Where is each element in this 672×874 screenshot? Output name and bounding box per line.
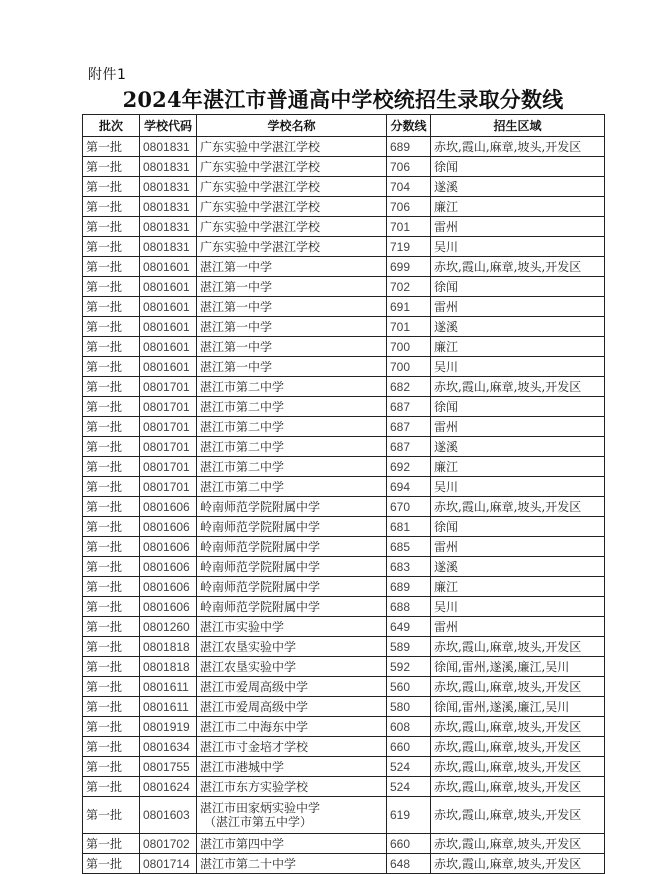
area-cell: 赤坎,霞山,麻章,坡头,开发区	[431, 777, 605, 797]
batch-cell: 第一批	[83, 854, 140, 874]
school-code-cell: 0801606	[140, 557, 197, 577]
school-code-cell: 0801701	[140, 437, 197, 457]
batch-cell: 第一批	[83, 597, 140, 617]
batch-cell: 第一批	[83, 437, 140, 457]
batch-cell: 第一批	[83, 577, 140, 597]
area-cell: 赤坎,霞山,麻章,坡头,开发区	[431, 717, 605, 737]
score-cell: 660	[387, 737, 431, 757]
batch-cell: 第一批	[83, 197, 140, 217]
table-row	[83, 457, 605, 477]
area-cell: 遂溪	[431, 557, 605, 577]
score-cell: 648	[387, 854, 431, 874]
school-name-cell: 岭南师范学院附属中学	[197, 597, 387, 617]
school-code-cell: 0801818	[140, 637, 197, 657]
score-cell: 701	[387, 317, 431, 337]
table-row	[83, 834, 605, 854]
table-row	[83, 757, 605, 777]
school-code-cell: 0801601	[140, 317, 197, 337]
score-cell: 649	[387, 617, 431, 637]
school-name-cell: 湛江市第二中学	[197, 457, 387, 477]
batch-cell: 第一批	[83, 177, 140, 197]
school-code-cell: 0801702	[140, 834, 197, 854]
table-row	[83, 737, 605, 757]
area-cell: 赤坎,霞山,麻章,坡头,开发区	[431, 377, 605, 397]
area-cell: 廉江	[431, 337, 605, 357]
table-row	[83, 517, 605, 537]
table-row	[83, 717, 605, 737]
school-name-cell	[197, 797, 387, 834]
admission-score-table	[82, 114, 605, 874]
score-cell: 660	[387, 834, 431, 854]
table-row	[83, 577, 605, 597]
batch-cell: 第一批	[83, 477, 140, 497]
table-row	[83, 177, 605, 197]
score-cell: 687	[387, 437, 431, 457]
table-row	[83, 677, 605, 697]
school-code-cell: 0801831	[140, 157, 197, 177]
table-row	[83, 297, 605, 317]
table-row	[83, 637, 605, 657]
table-row	[83, 497, 605, 517]
school-code-cell: 0801601	[140, 277, 197, 297]
school-name-cell: 广东实验中学湛江学校	[197, 157, 387, 177]
batch-cell: 第一批	[83, 737, 140, 757]
school-name-cell: 湛江农垦实验中学	[197, 657, 387, 677]
area-cell: 赤坎,霞山,麻章,坡头,开发区	[431, 834, 605, 854]
header-school-name: 学校名称	[197, 115, 387, 137]
score-cell: 688	[387, 597, 431, 617]
area-cell: 廉江	[431, 197, 605, 217]
school-name-cell: 湛江农垦实验中学	[197, 637, 387, 657]
batch-cell: 第一批	[83, 137, 140, 157]
school-name-cell: 湛江市实验中学	[197, 617, 387, 637]
school-name-cell: 岭南师范学院附属中学	[197, 557, 387, 577]
area-cell: 吴川	[431, 477, 605, 497]
school-code-cell: 0801634	[140, 737, 197, 757]
area-cell: 雷州	[431, 617, 605, 637]
school-name-cell: 广东实验中学湛江学校	[197, 197, 387, 217]
school-code-cell: 0801755	[140, 757, 197, 777]
score-cell: 700	[387, 357, 431, 377]
batch-cell: 第一批	[83, 777, 140, 797]
school-name-cell: 湛江市第二中学	[197, 477, 387, 497]
score-cell: 700	[387, 337, 431, 357]
area-cell: 吴川	[431, 237, 605, 257]
table-row	[83, 417, 605, 437]
school-name-cell: 湛江市爱周高级中学	[197, 697, 387, 717]
school-name-cell: 湛江第一中学	[197, 257, 387, 277]
school-code-cell: 0801260	[140, 617, 197, 637]
school-code-cell: 0801701	[140, 417, 197, 437]
score-cell: 704	[387, 177, 431, 197]
school-code-cell: 0801701	[140, 477, 197, 497]
table-row	[83, 777, 605, 797]
school-name-cell: 岭南师范学院附属中学	[197, 517, 387, 537]
area-cell: 赤坎,霞山,麻章,坡头,开发区	[431, 137, 605, 157]
school-name-line2: （湛江市第五中学）	[204, 815, 313, 829]
score-cell: 706	[387, 157, 431, 177]
school-code-cell: 0801601	[140, 337, 197, 357]
score-cell: 692	[387, 457, 431, 477]
table-row	[83, 337, 605, 357]
school-code-cell: 0801603	[140, 797, 197, 834]
batch-cell: 第一批	[83, 657, 140, 677]
area-cell: 赤坎,霞山,麻章,坡头,开发区	[431, 797, 605, 834]
batch-cell: 第一批	[83, 677, 140, 697]
score-cell: 580	[387, 697, 431, 717]
table-row	[83, 557, 605, 577]
school-name-cell: 湛江第一中学	[197, 337, 387, 357]
batch-cell: 第一批	[83, 217, 140, 237]
school-name-cell: 湛江市第二十中学	[197, 854, 387, 874]
score-cell: 687	[387, 417, 431, 437]
school-name-cell: 湛江市第四中学	[197, 834, 387, 854]
area-cell: 吴川	[431, 597, 605, 617]
school-code-cell: 0801606	[140, 517, 197, 537]
score-cell: 699	[387, 257, 431, 277]
school-code-cell: 0801831	[140, 237, 197, 257]
batch-cell: 第一批	[83, 377, 140, 397]
school-code-cell: 0801701	[140, 377, 197, 397]
school-name-cell: 广东实验中学湛江学校	[197, 237, 387, 257]
school-name-line1: 湛江市田家炳实验中学	[200, 801, 321, 815]
batch-cell: 第一批	[83, 517, 140, 537]
score-cell: 706	[387, 197, 431, 217]
area-cell: 雷州	[431, 217, 605, 237]
area-cell: 徐闻,雷州,遂溪,廉江,吴川	[431, 697, 605, 717]
school-code-cell: 0801701	[140, 457, 197, 477]
score-cell: 619	[387, 797, 431, 834]
table-row	[83, 197, 605, 217]
school-code-cell: 0801606	[140, 497, 197, 517]
header-area: 招生区域	[431, 115, 605, 137]
school-name-cell: 湛江市港城中学	[197, 757, 387, 777]
school-name-cell: 岭南师范学院附属中学	[197, 577, 387, 597]
table-row	[83, 317, 605, 337]
school-name-cell: 广东实验中学湛江学校	[197, 137, 387, 157]
header-batch: 批次	[83, 115, 140, 137]
batch-cell: 第一批	[83, 317, 140, 337]
batch-cell: 第一批	[83, 497, 140, 517]
school-code-cell: 0801611	[140, 677, 197, 697]
score-cell: 524	[387, 777, 431, 797]
table-row	[83, 477, 605, 497]
area-cell: 遂溪	[431, 317, 605, 337]
area-cell: 赤坎,霞山,麻章,坡头,开发区	[431, 854, 605, 874]
school-code-cell: 0801606	[140, 577, 197, 597]
score-cell: 608	[387, 717, 431, 737]
area-cell: 廉江	[431, 457, 605, 477]
school-code-cell: 0801624	[140, 777, 197, 797]
school-code-cell: 0801919	[140, 717, 197, 737]
score-cell: 689	[387, 137, 431, 157]
school-code-cell: 0801831	[140, 137, 197, 157]
school-name-cell: 湛江市爱周高级中学	[197, 677, 387, 697]
table-row	[83, 397, 605, 417]
area-cell: 赤坎,霞山,麻章,坡头,开发区	[431, 637, 605, 657]
area-cell: 徐闻	[431, 277, 605, 297]
area-cell: 吴川	[431, 357, 605, 377]
batch-cell: 第一批	[83, 637, 140, 657]
table-row	[83, 237, 605, 257]
score-cell: 685	[387, 537, 431, 557]
school-name-cell: 湛江市第二中学	[197, 377, 387, 397]
batch-cell: 第一批	[83, 157, 140, 177]
school-name-cell: 岭南师范学院附属中学	[197, 537, 387, 557]
area-cell: 遂溪	[431, 177, 605, 197]
batch-cell: 第一批	[83, 457, 140, 477]
batch-cell: 第一批	[83, 337, 140, 357]
table-row	[83, 357, 605, 377]
batch-cell: 第一批	[83, 757, 140, 777]
score-cell: 589	[387, 637, 431, 657]
score-cell: 592	[387, 657, 431, 677]
table-row	[83, 797, 605, 834]
batch-cell: 第一批	[83, 797, 140, 834]
document-title: 2024年湛江市普通高中学校统招生录取分数线	[122, 87, 564, 112]
table-row	[83, 537, 605, 557]
area-cell: 赤坎,霞山,麻章,坡头,开发区	[431, 677, 605, 697]
area-cell: 赤坎,霞山,麻章,坡头,开发区	[431, 757, 605, 777]
score-cell: 524	[387, 757, 431, 777]
area-cell: 徐闻	[431, 157, 605, 177]
score-cell: 702	[387, 277, 431, 297]
batch-cell: 第一批	[83, 537, 140, 557]
school-name-cell: 湛江市第二中学	[197, 417, 387, 437]
school-code-cell: 0801611	[140, 697, 197, 717]
batch-cell: 第一批	[83, 717, 140, 737]
school-code-cell: 0801701	[140, 397, 197, 417]
batch-cell: 第一批	[83, 297, 140, 317]
area-cell: 赤坎,霞山,麻章,坡头,开发区	[431, 497, 605, 517]
area-cell: 雷州	[431, 537, 605, 557]
table-row	[83, 697, 605, 717]
table-row	[83, 437, 605, 457]
school-name-cell: 岭南师范学院附属中学	[197, 497, 387, 517]
score-cell: 701	[387, 217, 431, 237]
table-row	[83, 597, 605, 617]
table-row	[83, 217, 605, 237]
area-cell: 遂溪	[431, 437, 605, 457]
school-name-cell: 广东实验中学湛江学校	[197, 217, 387, 237]
school-name-cell: 湛江市第二中学	[197, 397, 387, 417]
table-row	[83, 257, 605, 277]
school-code-cell: 0801714	[140, 854, 197, 874]
header-school-code: 学校代码	[140, 115, 197, 137]
batch-cell: 第一批	[83, 277, 140, 297]
school-name-cell: 湛江市二中海东中学	[197, 717, 387, 737]
area-cell: 徐闻	[431, 517, 605, 537]
school-code-cell: 0801831	[140, 177, 197, 197]
batch-cell: 第一批	[83, 357, 140, 377]
school-name-cell: 湛江市第二中学	[197, 437, 387, 457]
score-cell: 689	[387, 577, 431, 597]
school-name-cell: 湛江第一中学	[197, 297, 387, 317]
table-row	[83, 617, 605, 637]
school-code-cell: 0801818	[140, 657, 197, 677]
batch-cell: 第一批	[83, 834, 140, 854]
batch-cell: 第一批	[83, 697, 140, 717]
area-cell: 徐闻	[431, 397, 605, 417]
area-cell: 雷州	[431, 417, 605, 437]
area-cell: 雷州	[431, 297, 605, 317]
score-cell: 691	[387, 297, 431, 317]
school-name-cell: 湛江第一中学	[197, 357, 387, 377]
school-code-cell: 0801601	[140, 357, 197, 377]
table-row	[83, 657, 605, 677]
score-cell: 670	[387, 497, 431, 517]
batch-cell: 第一批	[83, 557, 140, 577]
score-cell: 560	[387, 677, 431, 697]
school-name-cell: 湛江市寸金培才学校	[197, 737, 387, 757]
table-row	[83, 157, 605, 177]
area-cell: 徐闻,雷州,遂溪,廉江,吴川	[431, 657, 605, 677]
school-code-cell: 0801601	[140, 297, 197, 317]
school-code-cell: 0801606	[140, 597, 197, 617]
batch-cell: 第一批	[83, 257, 140, 277]
attachment-label: 附件1	[88, 67, 127, 83]
school-code-cell: 0801831	[140, 217, 197, 237]
table-row	[83, 377, 605, 397]
school-name-cell: 湛江第一中学	[197, 277, 387, 297]
table-body	[83, 137, 605, 874]
area-cell: 赤坎,霞山,麻章,坡头,开发区	[431, 737, 605, 757]
area-cell: 赤坎,霞山,麻章,坡头,开发区	[431, 257, 605, 277]
batch-cell: 第一批	[83, 397, 140, 417]
batch-cell: 第一批	[83, 617, 140, 637]
school-code-cell: 0801606	[140, 537, 197, 557]
score-cell: 694	[387, 477, 431, 497]
score-cell: 682	[387, 377, 431, 397]
header-score: 分数线	[387, 115, 431, 137]
batch-cell: 第一批	[83, 417, 140, 437]
table-row	[83, 277, 605, 297]
score-cell: 719	[387, 237, 431, 257]
score-cell: 687	[387, 397, 431, 417]
score-cell: 683	[387, 557, 431, 577]
batch-cell: 第一批	[83, 237, 140, 257]
table-row	[83, 137, 605, 157]
table-row	[83, 854, 605, 874]
table-header-row	[83, 115, 605, 137]
score-cell: 681	[387, 517, 431, 537]
school-name-cell: 湛江第一中学	[197, 317, 387, 337]
school-code-cell: 0801831	[140, 197, 197, 217]
area-cell: 廉江	[431, 577, 605, 597]
school-name-cell: 广东实验中学湛江学校	[197, 177, 387, 197]
school-code-cell: 0801601	[140, 257, 197, 277]
school-name-cell: 湛江市东方实验学校	[197, 777, 387, 797]
